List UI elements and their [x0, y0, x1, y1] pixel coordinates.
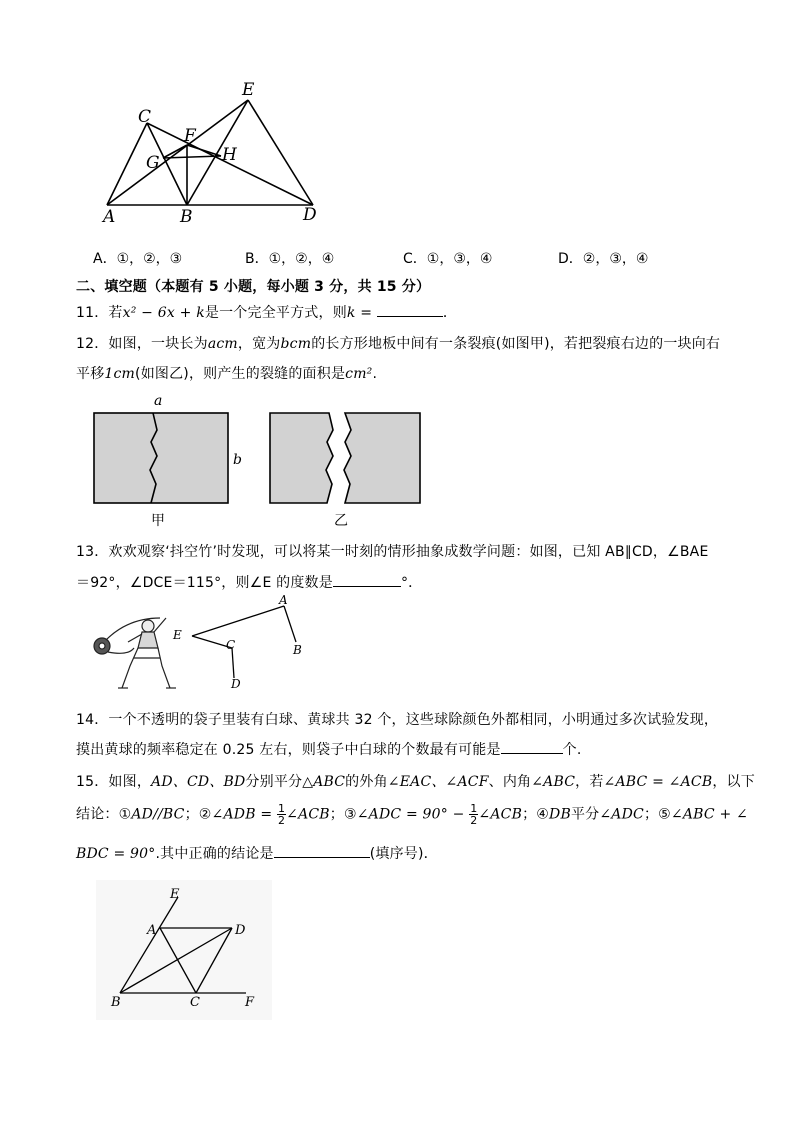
- question-13-line2: ＝92°，∠DCE＝115°，则∠E 的度数是 °．: [76, 572, 422, 592]
- fig10-label-c: C: [138, 107, 152, 127]
- question-12-line2: 平移1cm(如图乙)，则产生的裂缝的面积是cm².: [76, 366, 378, 382]
- fraction-half-2: $\frac{1}{2}$: [470, 802, 478, 827]
- figure-q13: [88, 596, 318, 696]
- answer-blank-15[interactable]: [274, 843, 370, 858]
- fig13-label-d: D: [231, 677, 241, 691]
- fig10-label-a: A: [103, 207, 116, 227]
- figure-q12-jia: [93, 412, 229, 504]
- option-b[interactable]: B．①，②，④: [245, 251, 335, 267]
- fig15-label-d: D: [235, 923, 246, 938]
- fig10-label-g: G: [146, 153, 160, 173]
- fig12-label-b: b: [233, 452, 242, 468]
- figure-q12-yi: [269, 412, 421, 504]
- option-d[interactable]: D．②，③，④: [558, 251, 649, 267]
- fraction-half-1: $\frac{1}{2}$: [277, 802, 286, 827]
- figure-q10: [95, 80, 335, 230]
- answer-blank-13[interactable]: [333, 572, 401, 587]
- fig10-label-e: E: [242, 80, 255, 100]
- question-14-line1: 14．一个不透明的袋子里装有白球、黄球共 32 个，这些球除颜色外都相同，小明通过多次试验发现，: [76, 712, 719, 728]
- fig12-label-a: a: [154, 393, 163, 409]
- fig13-label-c: C: [226, 638, 236, 652]
- fig15-label-e: E: [170, 887, 180, 902]
- question-12-line1: 12．如图，一块长为acm，宽为bcm的长方形地板中间有一条裂痕(如图甲)，若把裂痕右边的一块向右: [76, 336, 721, 352]
- fig13-label-b: B: [293, 643, 302, 657]
- fig10-label-d: D: [303, 205, 317, 225]
- question-11: 11．若x² − 6x + k是一个完全平方式，则k = ．: [76, 302, 457, 322]
- fig15-label-b: B: [111, 995, 121, 1010]
- fig12-caption-yi: 乙: [334, 513, 348, 529]
- fig13-label-a: A: [279, 593, 288, 607]
- fig15-label-f: F: [245, 995, 255, 1010]
- fig10-label-f: F: [184, 126, 196, 146]
- fig15-label-c: C: [190, 995, 200, 1010]
- fig15-label-a: A: [147, 923, 157, 938]
- answer-blank-14[interactable]: [501, 739, 563, 754]
- option-a[interactable]: A．①，②，③: [93, 251, 183, 267]
- fig10-label-b: B: [180, 207, 193, 227]
- fig13-label-e: E: [173, 628, 182, 642]
- question-15-line1: 15．如图，AD、CD、BD分别平分△ABC的外角∠EAC、∠ACF、内角∠ABC，若∠ABC = ∠ACB，以下: [76, 774, 755, 790]
- option-c[interactable]: C．①，③，④: [403, 251, 493, 267]
- fig12-caption-jia: 甲: [151, 513, 165, 529]
- answer-blank-11[interactable]: [377, 302, 443, 317]
- fig10-label-h: H: [222, 145, 237, 165]
- question-13-line1: 13．欢欢观察‘抖空竹’时发现，可以将某一时刻的情形抽象成数学问题：如图，已知 AB∥CD，∠BAE: [76, 544, 709, 560]
- question-15-line3: BDC = 90°.其中正确的结论是 (填序号)．: [76, 843, 438, 863]
- question-15-line2: 结论：①AD//BC；②∠ADB = $\frac{1}{2}$ ∠ACB；③∠ADC = 90° − $\frac{1}{2}$ ∠ACB；④DB平分∠ADC；⑤∠ABC + ∠: [76, 802, 748, 827]
- question-14-line2: 摸出黄球的频率稳定在 0.25 左右，则袋子中白球的个数最有可能是 个.: [76, 739, 582, 759]
- section-title: 二、填空题（本题有 5 小题，每小题 3 分，共 15 分）: [76, 279, 431, 295]
- diabolo-player-illustration: [94, 618, 176, 688]
